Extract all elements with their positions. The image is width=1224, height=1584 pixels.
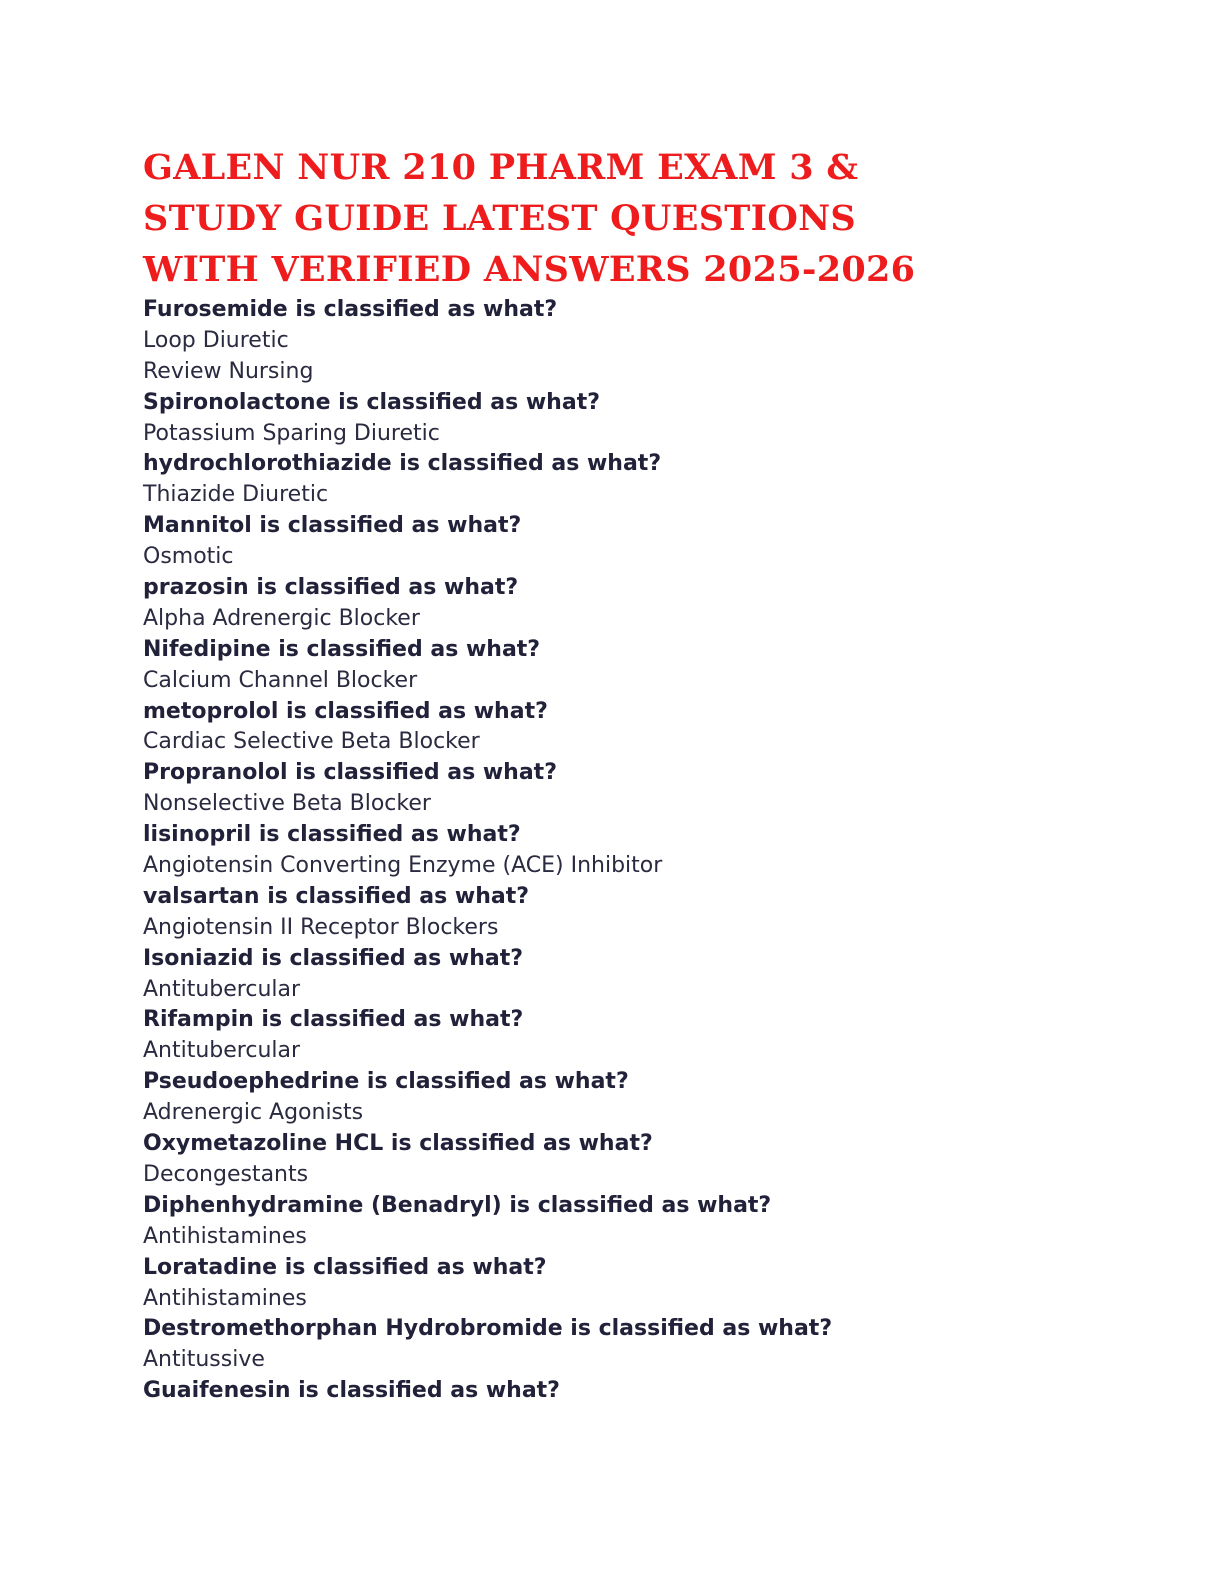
answer-text: Loop Diuretic [143,327,289,353]
question-text: Guaifenesin is classified as what? [143,1378,560,1404]
answer-text: Angiotensin II Receptor Blockers [143,914,499,940]
question-text: Mannitol is classified as what? [143,513,522,539]
title-line: WITH VERIFIED ANSWERS 2025-2026 [143,249,916,290]
question-answer-list [143,295,1143,1407]
answer-text: Decongestants [143,1161,309,1187]
answer-text: Antitubercular [143,976,301,1002]
question-text: Furosemide is classified as what? [143,297,558,322]
question-text: prazosin is classified as what? [143,575,519,601]
answer-text: Angiotensin Converting Enzyme (ACE) Inhibitor [143,853,663,879]
title-line: STUDY GUIDE LATEST QUESTIONS [143,198,856,239]
question-text: Diphenhydramine (Benadryl) is classified as what? [143,1192,772,1218]
answer-text: Nonselective Beta Blocker [143,791,431,817]
answer-text: Potassium Sparing Diuretic [143,420,440,446]
answer-text: Review Nursing [143,358,314,384]
question-text: valsartan is classified as what? [143,883,529,909]
question-text: Rifampin is classified as what? [143,1007,524,1033]
answer-text: Adrenergic Agonists [143,1100,364,1126]
title-line: GALEN NUR 210 PHARM EXAM 3 & [143,147,859,188]
question-text: Isoniazid is classified as what? [143,945,523,971]
question-text: hydrochlorothiazide is classified as what? [143,451,662,477]
answer-text: Antitubercular [143,1038,301,1064]
answer-text: Osmotic [143,544,234,570]
answer-text: Antihistamines [143,1285,307,1311]
answer-text: Cardiac Selective Beta Blocker [143,729,480,755]
question-text: Oxymetazoline HCL is classified as what? [143,1131,653,1157]
question-text: Spironolactone is classified as what? [143,389,600,415]
question-text: Propranolol is classified as what? [143,760,557,786]
answer-text: Antihistamines [143,1223,307,1249]
question-text: lisinopril is classified as what? [143,822,521,848]
answer-text: Alpha Adrenergic Blocker [143,605,420,631]
question-text: Loratadine is classified as what? [143,1254,547,1280]
question-text: Nifedipine is classified as what? [143,636,541,662]
question-text: Destromethorphan Hydrobromide is classified as what? [143,1316,833,1342]
question-text: Pseudoephedrine is classified as what? [143,1069,629,1095]
answer-text: Calcium Channel Blocker [143,667,418,693]
answer-text: Antitussive [143,1347,265,1373]
document-title [143,142,1103,295]
answer-text: Thiazide Diuretic [143,482,329,508]
question-text: metoprolol is classified as what? [143,698,548,724]
